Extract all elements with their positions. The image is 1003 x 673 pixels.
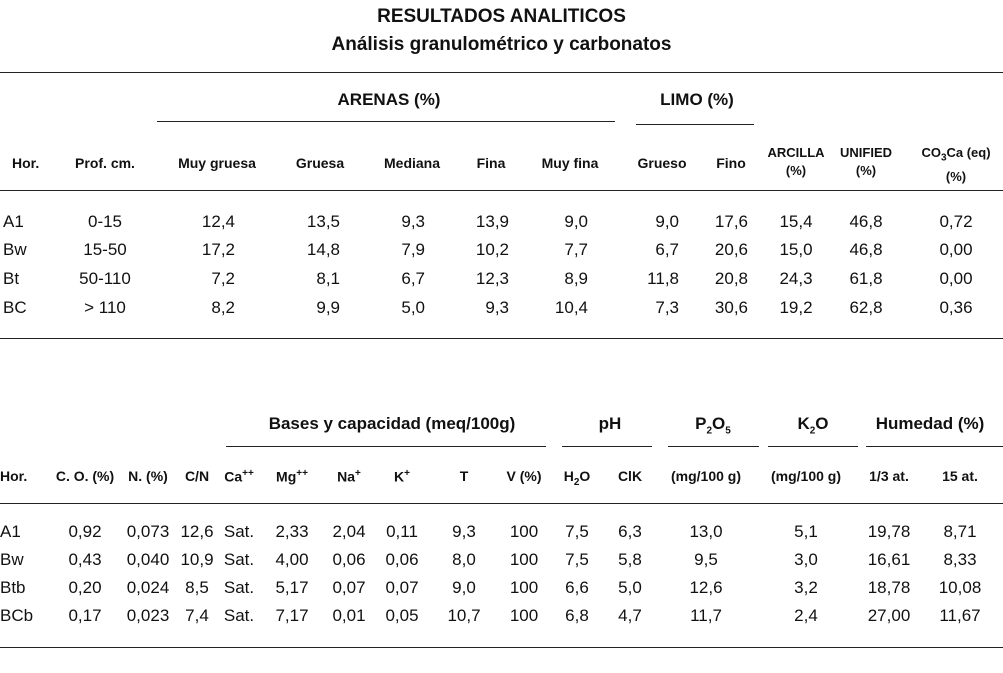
t2-cell-t: 9,0 [452, 578, 476, 597]
col2-hor: Hor. [0, 468, 28, 484]
col-mg: Mg++ [276, 468, 308, 485]
t2-cell-n: 0,024 [126, 578, 170, 597]
t1-cell-muy-fina: 7,7 [564, 240, 588, 259]
t2-cell-h2o: 6,8 [565, 606, 589, 625]
col-k2o-unit: (mg/100 g) [770, 468, 842, 484]
col-k: K+ [394, 468, 410, 485]
col-n: N. (%) [128, 468, 168, 484]
t2-cell-cn: 10,9 [180, 550, 214, 569]
t1-cell-mediana: 5,0 [401, 298, 425, 317]
t1-cell-arcilla: 15,4 [779, 212, 813, 231]
t2-cell-hor: A1 [0, 522, 21, 541]
page-subtitle: Análisis granulométrico y carbonatos [331, 34, 672, 55]
t1-cell-hor: Bt [3, 269, 20, 288]
t1-cell-arcilla: 15,0 [779, 240, 813, 259]
t2-cell-n: 0,023 [126, 606, 170, 625]
t2-cell-cn: 7,4 [185, 606, 209, 625]
col-v: V (%) [506, 468, 542, 484]
t2-cell-k2o: 3,0 [794, 550, 818, 569]
col-muy-fina: Muy fina [541, 155, 599, 171]
t2-cell-hum15: 11,67 [939, 606, 981, 625]
t2-cell-clk: 6,3 [618, 522, 642, 541]
col-unified: UNIFIED (%) [840, 145, 892, 178]
col-t: T [459, 468, 469, 484]
t1-cell-co3ca: 0,72 [939, 212, 973, 231]
t1-cell-arcilla: 24,3 [779, 269, 813, 288]
col-clk: ClK [617, 468, 643, 484]
t1-cell-gruesa: 14,8 [306, 240, 340, 259]
t1-cell-muy-gruesa: 7,2 [211, 269, 235, 288]
t2-cell-hum13: 27,00 [867, 606, 911, 625]
t2-cell-k: 0,06 [385, 550, 419, 569]
t2-cell-k2o: 3,2 [794, 578, 818, 597]
col-gruesa: Gruesa [295, 155, 345, 171]
t2-cell-k: 0,11 [386, 522, 418, 541]
t1-cell-prof: 0-15 [87, 212, 123, 231]
t1-cell-gruesa: 9,9 [316, 298, 340, 317]
t2-cell-h2o: 7,5 [565, 550, 589, 569]
t1-cell-grueso: 7,3 [655, 298, 679, 317]
t2-cell-mg: 2,33 [275, 522, 309, 541]
col-fina: Fina [476, 155, 506, 171]
col-p2o5-unit: (mg/100 g) [670, 468, 742, 484]
col-co: C. O. (%) [55, 468, 115, 484]
t2-cell-p2o5: 13,0 [689, 522, 723, 541]
t1-cell-muy-fina: 8,9 [564, 269, 588, 288]
col-hor: Hor. [12, 155, 40, 171]
table2-bottom-rule [0, 647, 1003, 648]
col-ca: Ca++ [224, 468, 254, 485]
col-arcilla: ARCILLA (%) [767, 145, 825, 178]
t1-cell-grueso: 11,8 [647, 269, 679, 288]
t2-cell-t: 8,0 [452, 550, 476, 569]
t1-cell-gruesa: 8,1 [316, 269, 340, 288]
t1-cell-unified: 61,8 [849, 269, 883, 288]
t1-cell-muy-gruesa: 17,2 [201, 240, 235, 259]
t2-cell-k: 0,07 [385, 578, 419, 597]
t2-cell-hor: BCb [0, 606, 34, 625]
t2-cell-ca: Sat. [223, 606, 255, 625]
t2-cell-hum13: 18,78 [867, 578, 911, 597]
t1-cell-gruesa: 13,5 [306, 212, 340, 231]
t2-cell-p2o5: 11,7 [690, 606, 722, 625]
col-fino: Fino [716, 155, 746, 171]
page-title: RESULTADOS ANALITICOS [377, 6, 626, 27]
group-limo: LIMO (%) [660, 90, 734, 109]
t2-cell-p2o5: 9,5 [694, 550, 718, 569]
col-13at: 1/3 at. [869, 468, 909, 484]
t1-cell-hor: BC [3, 298, 27, 317]
col-muy-gruesa: Muy gruesa [178, 155, 256, 171]
t2-cell-p2o5: 12,6 [689, 578, 723, 597]
t2-cell-mg: 4,00 [275, 550, 309, 569]
group-k2o: $K_2O$ [797, 414, 829, 437]
col-na: Na+ [337, 468, 361, 485]
t2-cell-v: 100 [509, 550, 539, 569]
t1-cell-co3ca: 0,00 [939, 240, 973, 259]
table2-header-rule [0, 503, 1003, 504]
t2-cell-ca: Sat. [223, 578, 255, 597]
t1-cell-grueso: 6,7 [655, 240, 679, 259]
t1-cell-muy-fina: 9,0 [564, 212, 588, 231]
t1-cell-mediana: 9,3 [401, 212, 425, 231]
group-bases: Bases y capacidad (meq/100g) [268, 414, 516, 433]
t1-cell-co3ca: 0,36 [939, 298, 973, 317]
t1-cell-fina: 9,3 [485, 298, 509, 317]
t2-cell-clk: 5,0 [618, 578, 642, 597]
t1-cell-muy-gruesa: 8,2 [211, 298, 235, 317]
t1-cell-unified: 62,8 [849, 298, 883, 317]
t2-cell-n: 0,040 [126, 550, 170, 569]
t2-cell-na: 0,06 [332, 550, 366, 569]
bases-rule [226, 446, 546, 447]
t2-cell-n: 0,073 [126, 522, 170, 541]
t2-cell-k2o: 5,1 [794, 522, 818, 541]
t2-cell-hor: Bw [0, 550, 24, 569]
t2-cell-h2o: 6,6 [565, 578, 589, 597]
t2-cell-hum13: 16,61 [867, 550, 911, 569]
t1-cell-fino: 20,6 [714, 240, 748, 259]
t2-cell-ca: Sat. [223, 522, 255, 541]
humedad-rule [866, 446, 1003, 447]
t2-cell-hum15: 8,33 [943, 550, 977, 569]
group-arenas: ARENAS (%) [337, 90, 441, 109]
t1-cell-mediana: 7,9 [401, 240, 425, 259]
t2-cell-k: 0,05 [385, 606, 419, 625]
t1-cell-hor: A1 [3, 212, 24, 231]
t2-cell-hum15: 8,71 [943, 522, 977, 541]
group-p2o5: $P_2O_5$ [695, 414, 731, 437]
arenas-rule [157, 121, 615, 122]
t2-cell-v: 100 [509, 606, 539, 625]
t1-cell-mediana: 6,7 [401, 269, 425, 288]
t2-cell-na: 0,07 [332, 578, 366, 597]
t2-cell-clk: 5,8 [618, 550, 642, 569]
t1-cell-grueso: 9,0 [655, 212, 679, 231]
t2-cell-na: 0,01 [332, 606, 366, 625]
limo-rule [636, 124, 754, 125]
t2-cell-hor: Btb [0, 578, 26, 597]
group-ph: pH [598, 414, 622, 433]
col-mediana: Mediana [383, 155, 441, 171]
t1-cell-prof: 50-110 [79, 269, 131, 288]
table1-bottom-rule [0, 338, 1003, 339]
t2-cell-hum13: 19,78 [867, 522, 911, 541]
t1-cell-fina: 12,3 [475, 269, 509, 288]
col-h2o: $H_2O$ [563, 468, 591, 488]
table1-header-rule [0, 190, 1003, 191]
k2o-rule [768, 446, 858, 447]
t2-cell-k2o: 2,4 [794, 606, 818, 625]
t2-cell-co: 0,92 [68, 522, 102, 541]
t1-cell-co3ca: 0,00 [939, 269, 973, 288]
t2-cell-mg: 5,17 [275, 578, 309, 597]
t1-cell-prof: 15-50 [83, 240, 127, 259]
t2-cell-co: 0,17 [68, 606, 102, 625]
col-grueso: Grueso [637, 155, 687, 171]
ph-rule [562, 446, 652, 447]
t2-cell-t: 10,7 [447, 606, 481, 625]
table1-top-rule [0, 72, 1003, 73]
t1-cell-fino: 20,8 [714, 269, 748, 288]
t1-cell-muy-fina: 10,4 [554, 298, 588, 317]
t2-cell-cn: 8,5 [185, 578, 209, 597]
col-15at: 15 at. [942, 468, 978, 484]
t2-cell-t: 9,3 [452, 522, 476, 541]
t2-cell-v: 100 [509, 578, 539, 597]
t1-cell-fina: 13,9 [475, 212, 509, 231]
col-prof: Prof. cm. [75, 155, 135, 171]
t1-cell-hor: Bw [3, 240, 27, 259]
col-cn: C/N [184, 468, 210, 484]
t2-cell-clk: 4,7 [618, 606, 642, 625]
t2-cell-co: 0,20 [68, 578, 102, 597]
t1-cell-prof: > 110 [84, 298, 126, 317]
t1-cell-unified: 46,8 [849, 212, 883, 231]
col-co3ca: $CO_3Ca$ (eq) (%) [921, 145, 991, 184]
t2-cell-hum15: 10,08 [938, 578, 982, 597]
p2o5-rule [668, 446, 759, 447]
t2-cell-co: 0,43 [68, 550, 102, 569]
t1-cell-unified: 46,8 [849, 240, 883, 259]
t2-cell-mg: 7,17 [275, 606, 309, 625]
t1-cell-muy-gruesa: 12,4 [201, 212, 235, 231]
t2-cell-cn: 12,6 [180, 522, 214, 541]
t2-cell-ca: Sat. [223, 550, 255, 569]
t1-cell-arcilla: 19,2 [779, 298, 813, 317]
t1-cell-fina: 10,2 [475, 240, 509, 259]
t2-cell-na: 2,04 [332, 522, 366, 541]
t2-cell-v: 100 [509, 522, 539, 541]
t1-cell-fino: 17,6 [714, 212, 748, 231]
group-humedad: Humedad (%) [875, 414, 985, 433]
t1-cell-fino: 30,6 [714, 298, 748, 317]
t2-cell-h2o: 7,5 [565, 522, 589, 541]
